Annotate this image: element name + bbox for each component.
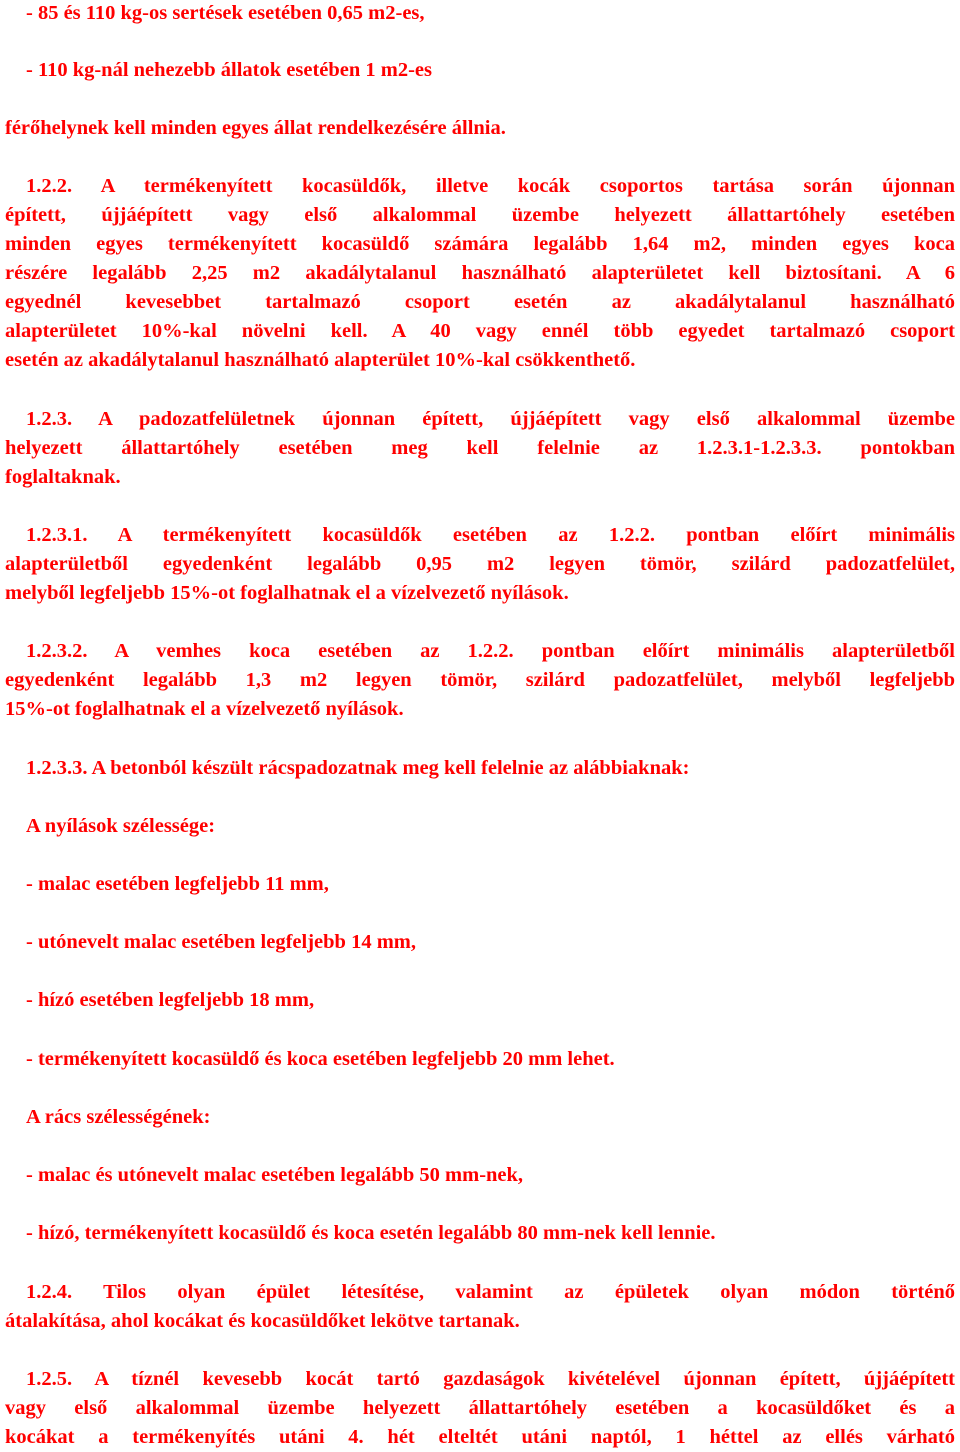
list-item: - hízó, termékenyített kocasüldő és koca esetén legalább 80 mm-nek kell lennie. — [26, 1222, 716, 1244]
list-item: - malac és utónevelt malac esetében legalább 50 mm-nek, — [26, 1164, 524, 1186]
paragraph-line: épített, újjáépített vagy első alkalommal üzembe helyezett állattartóhely esetében — [5, 204, 955, 226]
paragraph-line: minden egyes termékenyített kocasüldő számára legalább 1,64 m2, minden egyes koca — [5, 233, 955, 255]
text-line: férőhelynek kell minden egyes állat rendelkezésére állnia. — [5, 117, 506, 139]
paragraph-line: 1.2.4. Tilos olyan épület létesítése, valamint az épületek olyan módon történő — [26, 1281, 955, 1303]
paragraph-line: egyedenként legalább 1,3 m2 legyen tömör, szilárd padozatfelület, melyből legfeljebb — [5, 669, 955, 691]
paragraph-line: alapterületet 10%-kal növelni kell. A 40 vagy ennél több egyedet tartalmazó csoport — [5, 320, 955, 342]
paragraph-line: egyednél kevesebbet tartalmazó csoport esetén az akadálytalanul használható — [5, 291, 955, 313]
list-item: - hízó esetében legfeljebb 18 mm, — [26, 989, 315, 1011]
paragraph-line: 15%-ot foglalhatnak el a vízelvezető nyílások. — [5, 698, 404, 720]
paragraph-line: átalakítása, ahol kocákat és kocasüldőket lekötve tartanak. — [5, 1310, 520, 1332]
paragraph-line: 1.2.3.2. A vemhes koca esetében az 1.2.2. pontban előírt minimális alapterületből — [26, 640, 955, 662]
text-line: - 85 és 110 kg-os sertések esetében 0,65 m2-es, — [26, 2, 425, 24]
paragraph-line: 1.2.3. A padozatfelületnek újonnan épített, újjáépített vagy első alkalommal üzembe — [26, 408, 955, 430]
paragraph-line: esetén az akadálytalanul használható alapterület 10%-kal csökkenthető. — [5, 349, 636, 371]
paragraph-line: foglaltaknak. — [5, 466, 121, 488]
paragraph-line: kocákat a termékenyítés utáni 4. hét elteltét utáni naptól, 1 héttel az ellés várható — [5, 1426, 955, 1448]
paragraph-line: 1.2.5. A tíznél kevesebb kocát tartó gazdaságok kivételével újonnan épített, újjáépített — [26, 1368, 955, 1390]
paragraph-line: melyből legfeljebb 15%-ot foglalhatnak el a vízelvezető nyílások. — [5, 582, 569, 604]
paragraph-line: helyezett állattartóhely esetében meg kell felelnie az 1.2.3.1-1.2.3.3. pontokban — [5, 437, 955, 459]
paragraph-line: részére legalább 2,25 m2 akadálytalanul használható alapterületet kell biztosítani. A 6 — [5, 262, 955, 284]
list-item: - malac esetében legfeljebb 11 mm, — [26, 873, 329, 895]
paragraph-line: 1.2.3.3. A betonból készült rácspadozatnak meg kell felelnie az alábbiaknak: — [26, 757, 690, 779]
paragraph-line: alapterületből egyedenként legalább 0,95 m2 legyen tömör, szilárd padozatfelület, — [5, 553, 955, 575]
paragraph-line: 1.2.3.1. A termékenyített kocasüldők esetében az 1.2.2. pontban előírt minimális — [26, 524, 955, 546]
list-heading: A nyílások szélessége: — [26, 815, 216, 837]
paragraph-line: vagy első alkalommal üzembe helyezett állattartóhely esetében a kocasüldőket és a — [5, 1397, 955, 1419]
list-heading: A rács szélességének: — [26, 1106, 211, 1128]
list-item: - termékenyített kocasüldő és koca esetében legfeljebb 20 mm lehet. — [26, 1048, 615, 1070]
text-line: - 110 kg-nál nehezebb állatok esetében 1 m2-es — [26, 59, 432, 81]
list-item: - utónevelt malac esetében legfeljebb 14 mm, — [26, 931, 416, 953]
paragraph-line: 1.2.2. A termékenyített kocasüldők, illetve kocák csoportos tartása során újonnan — [26, 175, 955, 197]
